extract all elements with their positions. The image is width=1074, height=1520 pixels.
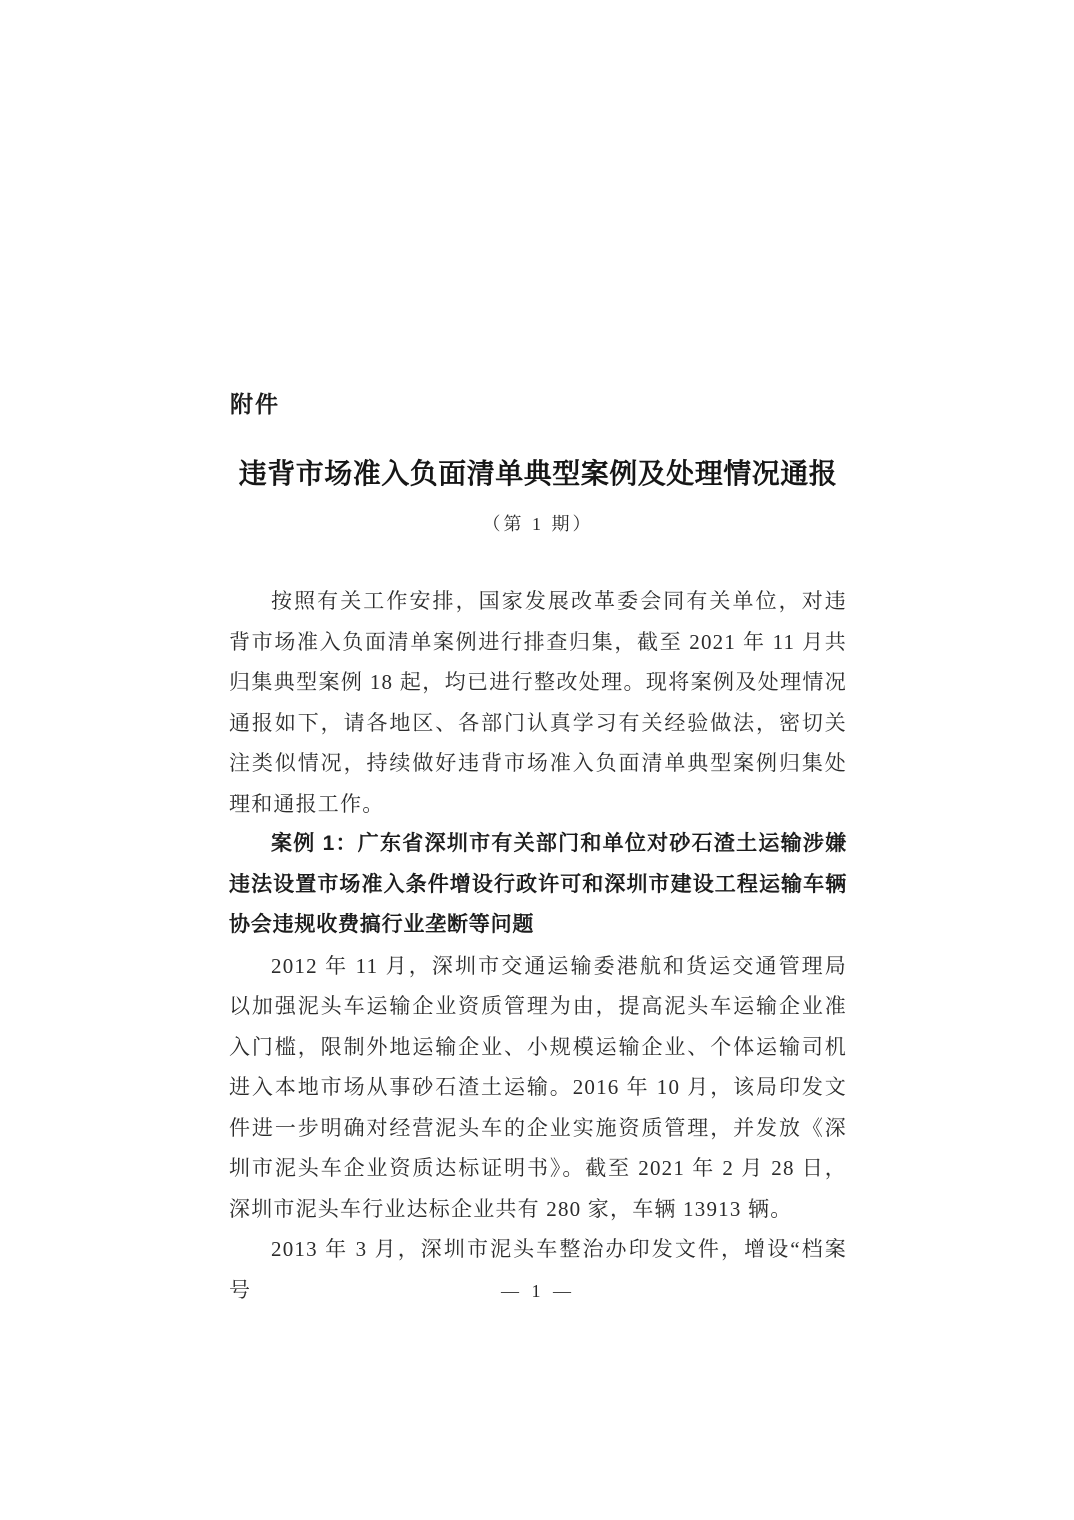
page-number: — 1 — [501,1281,575,1301]
document-issue-number: （第 1 期） [482,514,594,534]
intro-paragraph: 按照有关工作安排，国家发展改革委会同有关单位，对违背市场准入负面清单案例进行排查归集，截至 2021 年 11 月共归集典型案例 18 起，均已进行整改处理。现将案例及处理情况通报如下，请各地区、各部门认真学习有关经验做法，密切关注类似情况，持续做好违背市场准入负面清单典型案例归集处理和通报工作。 [229,589,847,816]
case1-paragraph-2: 2013 年 3 月，深圳市泥头车整治办印发文件，增设“档案号 [229,1237,847,1302]
document-body [229,581,847,1310]
document-title: 违背市场准入负面清单典型案例及处理情况通报 [238,459,838,490]
case1-heading: 案例 1：广东省深圳市有关部门和单位对砂石渣土运输涉嫌违法设置市场准入条件增设行政许可和深圳市建设工程运输车辆协会违规收费搞行业垄断等问题 [229,832,847,936]
case1-paragraph-1: 2012 年 11 月，深圳市交通运输委港航和货运交通管理局以加强泥头车运输企业资质管理为由，提高泥头车运输企业准入门槛，限制外地运输企业、小规模运输企业、个体运输司机进入本地市场从事砂石渣土运输。2016 年 10 月，该局印发文件进一步明确对经营泥头车的企业实施资质管理，并发放《深圳市泥头车企业资质达标证明书》。截至 2021 年 2 月 28 日，深圳市泥头车行业达标企业共有 280 家，车辆 13913 辆。 [229,953,847,1221]
attachment-label: 附件 [230,391,280,417]
